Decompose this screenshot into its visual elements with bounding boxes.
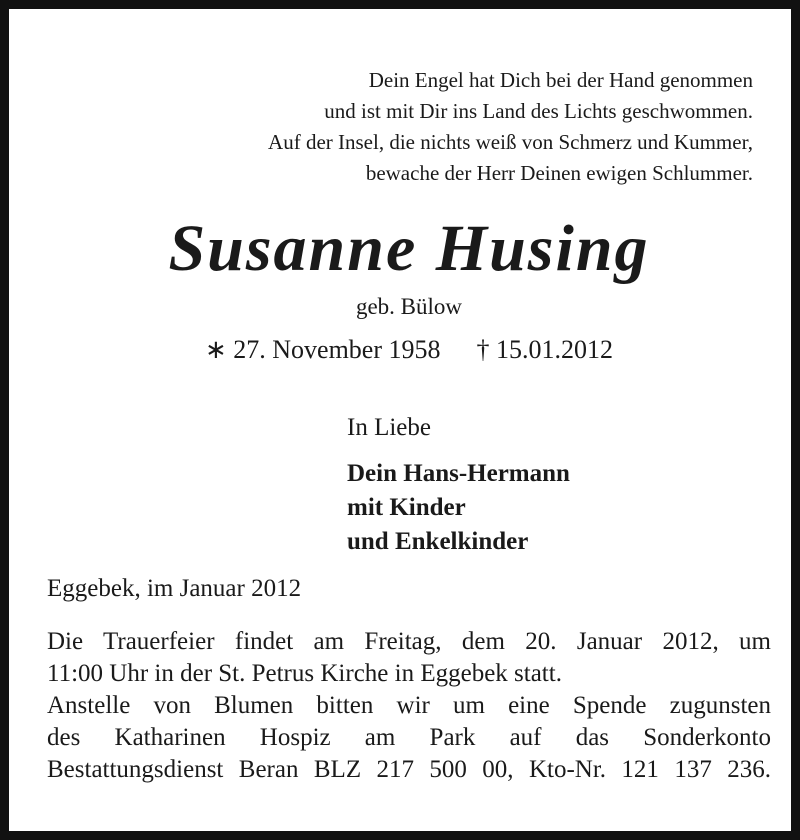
place-date: Eggebek, im Januar 2012: [47, 575, 302, 602]
notice-line: Anstelle von Blumen bitten wir um eine Spende zugunsten: [47, 692, 771, 719]
poem: [268, 65, 753, 189]
notice-line: 11:00 Uhr in der St. Petrus Kirche in Eggebek statt.: [47, 660, 562, 687]
poem-line: und ist mit Dir ins Land des Lichts geschwommen.: [324, 99, 753, 123]
funeral-notice: [47, 626, 771, 786]
notice-line: des Katharinen Hospiz am Park auf das Sonderkonto: [47, 724, 771, 751]
birth-date: ∗ 27. November 1958: [204, 335, 441, 364]
mourner-line: und Enkelkinder: [347, 528, 529, 555]
poem-line: Dein Engel hat Dich bei der Hand genommen: [368, 68, 753, 92]
mourners-list: [347, 457, 570, 559]
poem-line: bewache der Herr Deinen ewigen Schlummer.: [365, 161, 753, 185]
mourner-line: Dein Hans-Hermann: [347, 460, 570, 487]
birth-name: geb. Bülow: [355, 294, 463, 319]
death-date: † 15.01.2012: [476, 335, 614, 364]
mourner-line: mit Kinder: [347, 494, 466, 521]
notice-line: Die Trauerfeier findet am Freitag, dem 20. Januar 2012, um: [47, 628, 771, 655]
notice-line: Bestattungsdienst Beran BLZ 217 500 00, Kto-Nr. 121 137 236.: [47, 756, 771, 783]
deceased-name: Susanne Husing: [168, 212, 650, 285]
life-dates: [9, 335, 800, 365]
mourners-intro: In Liebe: [347, 414, 431, 441]
poem-line: Auf der Insel, die nichts weiß von Schmerz und Kummer,: [268, 130, 753, 154]
